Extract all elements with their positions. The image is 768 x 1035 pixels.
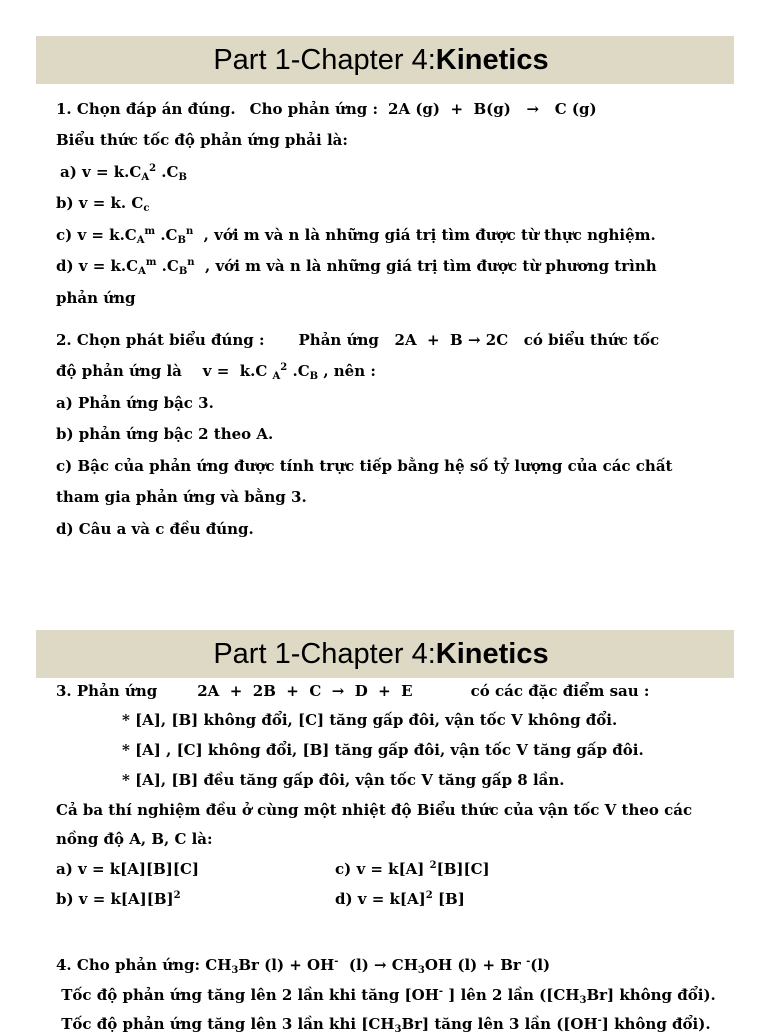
q4-line3: Tốc độ phản ứng tăng lên 3 lần khi $[CH_3Br]$ tăng lên 3 lần ([OH-] không đổi). [56,1015,711,1035]
q4-line2: Tốc độ phản ứng tăng lên 2 lần khi tăng [OH- ] lên 2 lần ($[CH_3Br]$ không đổi). [56,986,716,1006]
q1-stem-b: Cho phản ứng : [249,100,379,118]
q3-observation-1: * [A], [B] không đổi, [C] tăng gấp đôi, vận tốc V không đổi. [122,711,618,729]
q1-option-d: d) $v = k.C_A^m$ $.C_B^n$ , với m và n là những giá trị tìm được từ phương trình [56,257,657,277]
q2-option-d: d) Câu a và c đều đúng. [56,520,254,538]
q3-stem-b: có các đặc điểm sau : [470,682,650,700]
q1-line2: Biểu thức tốc độ phản ứng phải là: [56,131,348,149]
q3-stem [56,682,649,700]
q2-option-b: b) phản ứng bậc 2 theo A. [56,425,274,443]
q3-observation-3: * [A], [B] đều tăng gấp đôi, vận tốc V tăng gấp 8 lần. [122,771,565,789]
q3-option-c: c) v = k[A] $^2$[B][C] [335,860,490,878]
q3-line5: Cả ba thí nghiệm đều ở cùng một nhiệt độ Biểu thức của vận tốc V theo các [56,801,693,819]
q2-option-c: c) Bậc của phản ứng được tính trực tiếp bằng hệ số tỷ lượng của các chất [56,457,673,475]
slide-2-title-prefix: Part 1-Chapter 4: [213,637,436,670]
q3-option-a: a) v = k[A][B][C] [56,860,199,878]
slide-1-title [36,36,734,84]
q3-line6: nồng độ A, B, C là: [56,830,213,848]
q1-equation: 2A (g) + B(g) → C (g) [388,100,597,118]
q1-option-b: b) v = k. $C_c$ [56,194,150,214]
q3-stem-a: 3. Phản ứng [56,682,158,700]
q2-option-a: a) Phản ứng bậc 3. [56,394,214,412]
q3-equation: 2A + 2B + C → D + E [197,682,413,700]
q2-stem-b: Phản ứng 2A + B → 2C có biểu thức tốc [298,331,660,349]
q1-option-c: c) $v = k.C_A^m$ $.C_B^n$ , với m và n là những giá trị tìm được từ thực nghiệm. [56,226,656,246]
q4-stem: 4. Cho phản ứng: $CH_3Br$ (l) + OH- $(l) \to CH_3OH$ (l) + Br -(l) [56,956,551,976]
q2-stem-a: 2. Chọn phát biểu đúng : [56,331,265,349]
slide-1-title-bold: Kinetics [435,43,549,76]
slide-1-title-prefix: Part 1-Chapter 4: [213,43,436,76]
q1-option-d-cont: phản ứng [56,289,136,307]
q2-line2: độ phản ứng là v = k.C $_A^2$ $.C_B$ , nên : [56,362,376,382]
q1-stem [56,100,597,118]
q1-stem-a: 1. Chọn đáp án đúng. [56,100,236,118]
q2-stem [56,331,659,349]
slide-2-title [36,630,734,678]
q1-option-a: a) $v = k.C_A^2$ $.C_B$ [60,163,187,183]
q2-option-c-cont: tham gia phản ứng và bằng 3. [56,488,307,506]
slide-2-title-bold: Kinetics [435,637,549,670]
q3-option-b: b) $v = k[A][B]^2$ [56,890,181,908]
q3-observation-2: * [A] , [C] không đổi, [B] tăng gấp đôi, vận tốc V tăng gấp đôi. [122,741,644,759]
q3-option-d: d) $v = k[A]^2$ [B] [335,890,465,908]
